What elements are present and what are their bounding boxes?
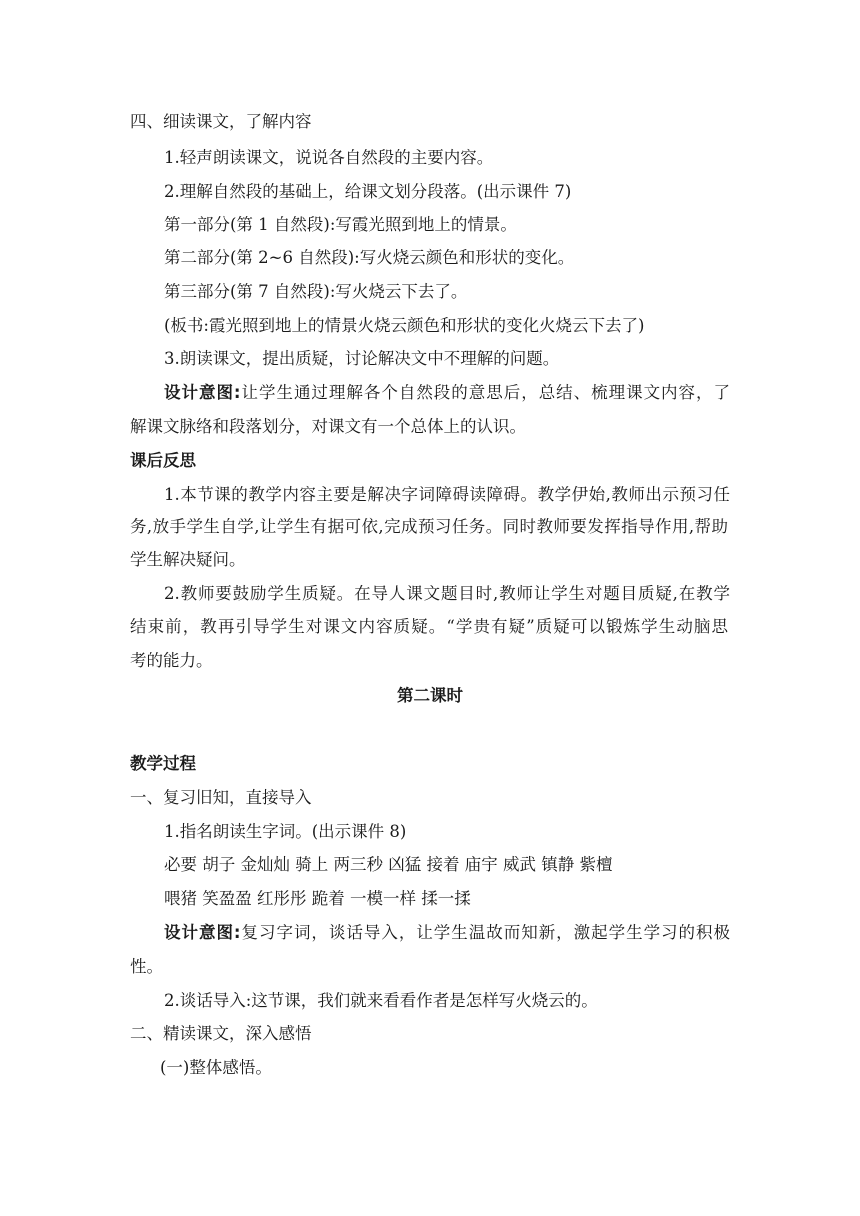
sec4-design-intent-cont: 解课文脉络和段落划分，对课文有一个总体上的认识。	[130, 417, 526, 436]
reflection-p2-line2: 结束前，教再引导学生对课文内容质疑。“学贵有疑”质疑可以锻炼学生动脑思	[130, 617, 728, 636]
reflection-p2-line3: 考的能力。	[130, 651, 213, 670]
sec4-part-2: 第二部分(第 2~6 自然段):写火烧云颜色和形状的变化。	[164, 248, 575, 267]
reflection-p1-line3: 学生解决疑问。	[130, 550, 246, 569]
lesson2-item-2: 2.谈话导入:这节课，我们就来看看作者是怎样写火烧云的。	[164, 991, 598, 1010]
lesson2-sub-1: (一)整体感悟。	[160, 1058, 272, 1077]
sec4-part-1: 第一部分(第 1 自然段):写霞光照到地上的情景。	[164, 215, 517, 234]
sec4-item-1: 1.轻声朗读课文，说说各自然段的主要内容。	[164, 148, 494, 167]
teaching-process-heading: 教学过程	[130, 754, 196, 773]
reflection-p1-line2: 务,放手学生自学,让学生有据可依,完成预习任务。同时教师要发挥指导作用,帮助	[130, 517, 728, 536]
lesson2-item-1: 1.指名朗读生字词。(出示课件 8)	[164, 822, 407, 841]
section-4-heading: 四、细读课文，了解内容	[130, 112, 312, 131]
vocab-words-line2: 喂猪 笑盈盈 红彤彤 跪着 一模一样 揉一揉	[164, 889, 471, 908]
sec4-item-2: 2.理解自然段的基础上，给课文划分段落。(出示课件 7)	[164, 182, 572, 201]
sec4-item-3: 3.朗读课文，提出质疑，讨论解决文中不理解的问题。	[164, 349, 560, 368]
sec4-design-intent	[164, 383, 730, 403]
lesson-2-title: 第二课时	[397, 686, 463, 705]
reflection-p1-line1: 1.本节课的教学内容主要是解决字词障碍读障碍。教学伊始,教师出示预习任	[164, 485, 730, 504]
sec4-board-note: (板书:霞光照到地上的情景火烧云颜色和形状的变化火烧云下去了)	[164, 316, 645, 335]
reflection-heading: 课后反思	[130, 451, 196, 470]
design-intent-label: 设计意图:	[164, 923, 241, 942]
lesson2-sec1-heading: 一、复习旧知，直接导入	[130, 788, 312, 807]
sec4-part-3: 第三部分(第 7 自然段):写火烧云下去了。	[164, 282, 468, 301]
lesson2-sec2-heading: 二、精读课文，深入感悟	[130, 1024, 312, 1043]
design-intent-text: 让学生通过理解各个自然段的意思后，总结、梳理课文内容，了	[240, 383, 730, 402]
design-intent-label: 设计意图:	[164, 383, 241, 402]
reflection-p2-line1: 2.教师要鼓励学生质疑。在导人课文题目时,教师让学生对题目质疑,在教学	[164, 584, 730, 603]
design-intent-text: 复习字词，谈话导入，让学生温故而知新，激起学生学习的积极	[240, 923, 730, 942]
lesson2-design-intent-cont: 性。	[130, 957, 163, 976]
lesson2-design-intent	[164, 923, 730, 943]
vocab-words-line1: 必要 胡子 金灿灿 骑上 两三秒 凶猛 接着 庙宇 威武 镇静 紫檀	[164, 855, 613, 874]
